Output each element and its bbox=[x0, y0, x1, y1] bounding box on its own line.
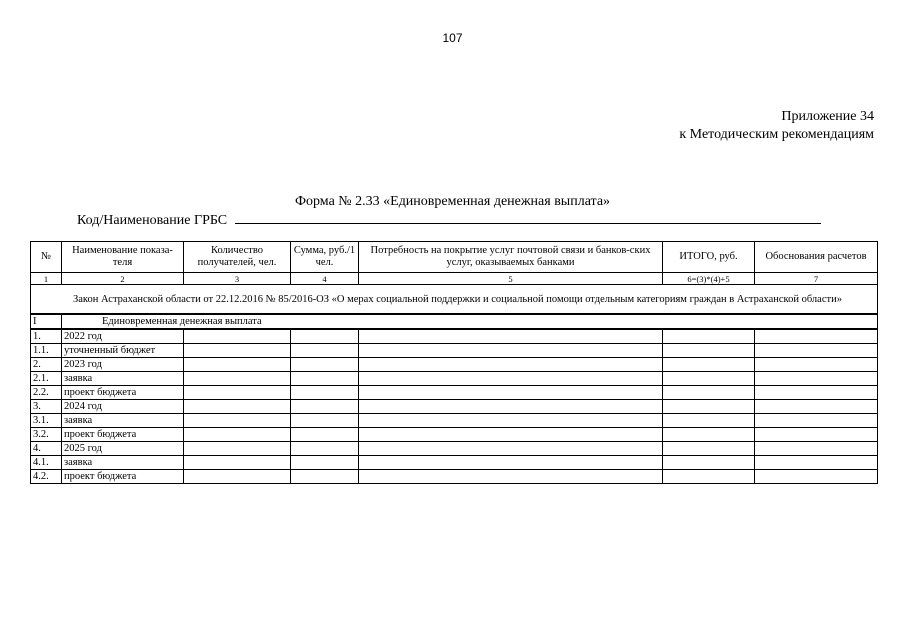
postal-costs-cell[interactable] bbox=[359, 386, 663, 400]
row-number: 2.2. bbox=[31, 386, 62, 400]
row-number: 1. bbox=[31, 329, 62, 344]
justification-cell[interactable] bbox=[755, 456, 878, 470]
table-row bbox=[31, 414, 878, 428]
total-cell[interactable] bbox=[663, 414, 755, 428]
recipients-cell[interactable] bbox=[184, 386, 291, 400]
header-cell-recipients: Количество получателей, чел. bbox=[184, 242, 291, 273]
row-label: проект бюджета bbox=[62, 428, 184, 442]
page-number: 107 bbox=[442, 31, 463, 45]
column-number: 2 bbox=[62, 273, 184, 285]
section-label: Единовременная денежная выплата bbox=[62, 314, 878, 329]
row-number: 1.1. bbox=[31, 344, 62, 358]
row-number: 2. bbox=[31, 358, 62, 372]
table-row bbox=[31, 372, 878, 386]
grbs-input-line[interactable] bbox=[235, 210, 821, 224]
recipients-cell[interactable] bbox=[184, 414, 291, 428]
table-row bbox=[31, 386, 878, 400]
row-label: 2024 год bbox=[62, 400, 184, 414]
row-label: проект бюджета bbox=[62, 386, 184, 400]
total-cell[interactable] bbox=[663, 400, 755, 414]
total-cell[interactable] bbox=[663, 428, 755, 442]
total-cell[interactable] bbox=[663, 358, 755, 372]
row-label: уточненный бюджет bbox=[62, 344, 184, 358]
column-number-row bbox=[31, 273, 878, 285]
total-cell[interactable] bbox=[663, 456, 755, 470]
law-row bbox=[31, 285, 878, 315]
row-number: 3. bbox=[31, 400, 62, 414]
amount-cell[interactable] bbox=[291, 329, 359, 344]
column-number: 4 bbox=[291, 273, 359, 285]
amount-cell[interactable] bbox=[291, 358, 359, 372]
column-number: 7 bbox=[755, 273, 878, 285]
section-number: I bbox=[31, 314, 62, 329]
recipients-cell[interactable] bbox=[184, 344, 291, 358]
postal-costs-cell[interactable] bbox=[359, 372, 663, 386]
postal-costs-cell[interactable] bbox=[359, 344, 663, 358]
recipients-cell[interactable] bbox=[184, 428, 291, 442]
total-cell[interactable] bbox=[663, 329, 755, 344]
row-number: 4.1. bbox=[31, 456, 62, 470]
row-number: 3.1. bbox=[31, 414, 62, 428]
row-label: 2023 год bbox=[62, 358, 184, 372]
recipients-cell[interactable] bbox=[184, 456, 291, 470]
table-row bbox=[31, 358, 878, 372]
header-cell-postal-costs: Потребность на покрытие услуг почтовой связи и банков-ских услуг, оказываемых банками bbox=[359, 242, 663, 273]
column-number: 3 bbox=[184, 273, 291, 285]
recipients-cell[interactable] bbox=[184, 400, 291, 414]
justification-cell[interactable] bbox=[755, 372, 878, 386]
column-number: 5 bbox=[359, 273, 663, 285]
table-row bbox=[31, 470, 878, 484]
total-cell[interactable] bbox=[663, 372, 755, 386]
row-number: 2.1. bbox=[31, 372, 62, 386]
postal-costs-cell[interactable] bbox=[359, 442, 663, 456]
row-label: 2025 год bbox=[62, 442, 184, 456]
column-number: 6=(3)*(4)+5 bbox=[663, 273, 755, 285]
justification-cell[interactable] bbox=[755, 428, 878, 442]
justification-cell[interactable] bbox=[755, 358, 878, 372]
amount-cell[interactable] bbox=[291, 470, 359, 484]
column-number: 1 bbox=[31, 273, 62, 285]
row-number: 4. bbox=[31, 442, 62, 456]
recipients-cell[interactable] bbox=[184, 442, 291, 456]
table-row bbox=[31, 456, 878, 470]
recipients-cell[interactable] bbox=[184, 372, 291, 386]
row-number: 4.2. bbox=[31, 470, 62, 484]
postal-costs-cell[interactable] bbox=[359, 358, 663, 372]
row-label: заявка bbox=[62, 456, 184, 470]
table-row bbox=[31, 344, 878, 358]
amount-cell[interactable] bbox=[291, 456, 359, 470]
row-label: 2022 год bbox=[62, 329, 184, 344]
header-cell-amount: Сумма, руб./1 чел. bbox=[291, 242, 359, 273]
justification-cell[interactable] bbox=[755, 470, 878, 484]
section-row bbox=[31, 314, 878, 329]
postal-costs-cell[interactable] bbox=[359, 428, 663, 442]
amount-cell[interactable] bbox=[291, 428, 359, 442]
postal-costs-cell[interactable] bbox=[359, 400, 663, 414]
total-cell[interactable] bbox=[663, 442, 755, 456]
amount-cell[interactable] bbox=[291, 414, 359, 428]
header-cell-justification: Обоснования расчетов bbox=[755, 242, 878, 273]
grbs-label: Код/Наименование ГРБС bbox=[77, 213, 228, 228]
justification-cell[interactable] bbox=[755, 400, 878, 414]
header-cell-num: № bbox=[31, 242, 62, 273]
total-cell[interactable] bbox=[663, 344, 755, 358]
justification-cell[interactable] bbox=[755, 329, 878, 344]
table-row bbox=[31, 442, 878, 456]
appendix-line-2: к Методическим рекомендациям bbox=[679, 127, 874, 142]
law-reference: Закон Астраханской области от 22.12.2016 № 85/2016-ОЗ «О мерах социальной поддержки и социальной помощи отдельным категориям граждан в Астраханской области» bbox=[31, 285, 878, 315]
row-label: заявка bbox=[62, 372, 184, 386]
header-cell-indicator: Наименование показа-теля bbox=[62, 242, 184, 273]
appendix-line-1: Приложение 34 bbox=[781, 109, 874, 124]
row-label: заявка bbox=[62, 414, 184, 428]
amount-cell[interactable] bbox=[291, 400, 359, 414]
justification-cell[interactable] bbox=[755, 414, 878, 428]
justification-cell[interactable] bbox=[755, 344, 878, 358]
table-row bbox=[31, 400, 878, 414]
appendix-caption bbox=[679, 108, 874, 144]
total-cell[interactable] bbox=[663, 470, 755, 484]
recipients-cell[interactable] bbox=[184, 358, 291, 372]
recipients-cell[interactable] bbox=[184, 329, 291, 344]
amount-cell[interactable] bbox=[291, 344, 359, 358]
recipients-cell[interactable] bbox=[184, 470, 291, 484]
postal-costs-cell[interactable] bbox=[359, 329, 663, 344]
justification-cell[interactable] bbox=[755, 386, 878, 400]
row-label: проект бюджета bbox=[62, 470, 184, 484]
header-row bbox=[31, 242, 878, 273]
postal-costs-cell[interactable] bbox=[359, 456, 663, 470]
postal-costs-cell[interactable] bbox=[359, 414, 663, 428]
header-cell-total: ИТОГО, руб. bbox=[663, 242, 755, 273]
form-table bbox=[30, 241, 878, 484]
form-title: Форма № 2.33 «Единовременная денежная выплата» bbox=[294, 194, 611, 209]
amount-cell[interactable] bbox=[291, 372, 359, 386]
row-number: 3.2. bbox=[31, 428, 62, 442]
amount-cell[interactable] bbox=[291, 386, 359, 400]
table-row bbox=[31, 329, 878, 344]
justification-cell[interactable] bbox=[755, 442, 878, 456]
table-row bbox=[31, 428, 878, 442]
total-cell[interactable] bbox=[663, 386, 755, 400]
postal-costs-cell[interactable] bbox=[359, 470, 663, 484]
amount-cell[interactable] bbox=[291, 442, 359, 456]
grbs-field bbox=[77, 210, 821, 229]
